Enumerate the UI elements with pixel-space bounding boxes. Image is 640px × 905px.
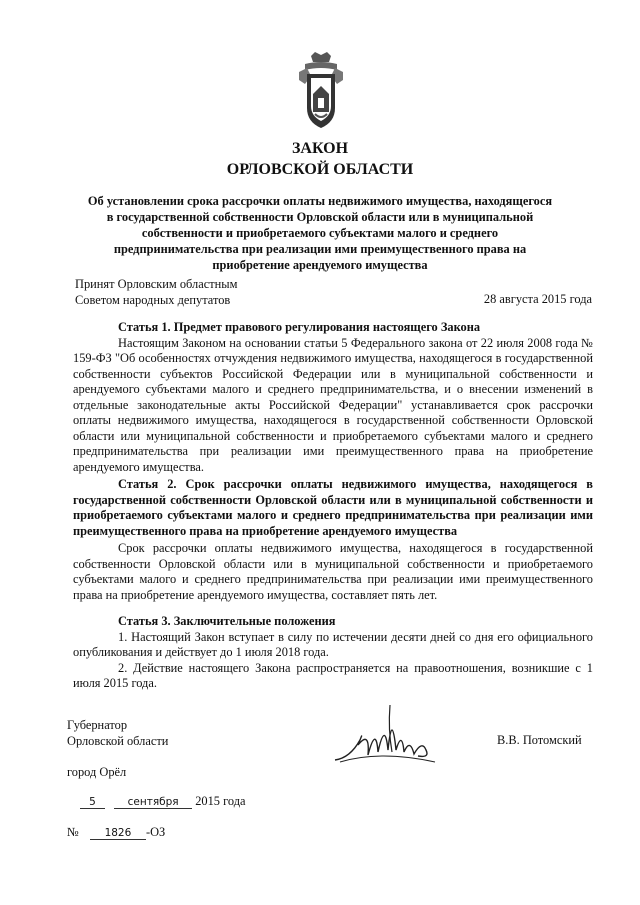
- signing-year: 2015 года: [195, 794, 246, 808]
- number-sign: №: [67, 825, 79, 839]
- article-paragraph: 1. Настоящий Закон вступает в силу по истечении десяти дней со дня его официального опубликования и действует до 1 июля 2018 года.: [73, 629, 593, 659]
- article-heading: Статья 3. Заключительные положения: [118, 614, 336, 628]
- article-heading: Статья 1. Предмет правового регулирования настоящего Закона: [118, 320, 481, 334]
- law-subtitle: Об установлении срока рассрочки оплаты недвижимого имущества, находящегося в государственной собственности Орловской области или в муниципальной собственности и приобретаемого субъектами малого и среднего предпринимательства при реализации ими преимущественного права на приобретение арендуемого имущества: [87, 194, 553, 272]
- article-paragraph: 2. Действие настоящего Закона распространяется на правоотношения, возникшие с 1 июля 2015 года.: [73, 660, 593, 690]
- coat-of-arms-emblem: [297, 50, 345, 132]
- handwritten-signature: [330, 700, 440, 775]
- adoption-line1: Принят Орловским областным: [75, 277, 238, 291]
- city-name: город Орёл: [67, 765, 127, 779]
- number-value: 1826: [90, 827, 146, 840]
- number-suffix: -ОЗ: [145, 825, 166, 839]
- signing-month: сентября: [114, 796, 192, 809]
- law-title: ЗАКОН: [291, 140, 349, 157]
- signatory-name: В.В. Потомский: [497, 733, 582, 747]
- region-title: ОРЛОВСКОЙ ОБЛАСТИ: [226, 161, 414, 178]
- article-3: [73, 614, 593, 692]
- law-number: [67, 825, 165, 840]
- signing-date: [80, 794, 246, 809]
- signatory-position: [67, 717, 168, 749]
- article-paragraph: Настоящим Законом на основании статьи 5 Федерального закона от 22 июля 2008 года № 159-ФЗ "Об особенностях отчуждения недвижимого имущества, находящегося в государственной собственности субъектов Российской Федерации или в муниципальной собственности и арендуемого субъектами малого и среднего предпринимательства, и о внесении изменений в отдельные законодательные акты Российской Федерации" устанавливается срок рассрочки оплаты недвижимого имущества, находящегося в государственной собственности Орловской области или муниципальной собственности и приобретаемого субъектами малого и среднего предпринимательства при реализации ими преимущественного права на приобретение арендуемого имущества.: [73, 335, 593, 474]
- adoption-date: 28 августа 2015 года: [483, 292, 592, 306]
- article-1: [73, 320, 593, 475]
- adoption-info: [75, 276, 237, 308]
- article-paragraph: Срок рассрочки оплаты недвижимого имущества, находящегося в государственной собственности Орловской области или в муниципальной собственности и приобретаемого субъектами малого и среднего предпринимательства при реализации ими преимущественного права на приобретение арендуемого имущества, составляет пять лет.: [73, 541, 593, 602]
- article-heading: Статья 2. Срок рассрочки оплаты недвижимого имущества, находящегося в государственной собственности Орловской области или в муниципальной собственности и приобретаемого субъектами малого и среднего предпринимательства при реализации ими преимущественного права на приобретение арендуемого имущества: [73, 477, 593, 538]
- signing-day: 5: [80, 796, 105, 809]
- adoption-line2: Советом народных депутатов: [75, 293, 231, 307]
- position-line1: Губернатор: [67, 718, 128, 732]
- position-line2: Орловской области: [67, 734, 169, 748]
- article-2: [73, 477, 593, 603]
